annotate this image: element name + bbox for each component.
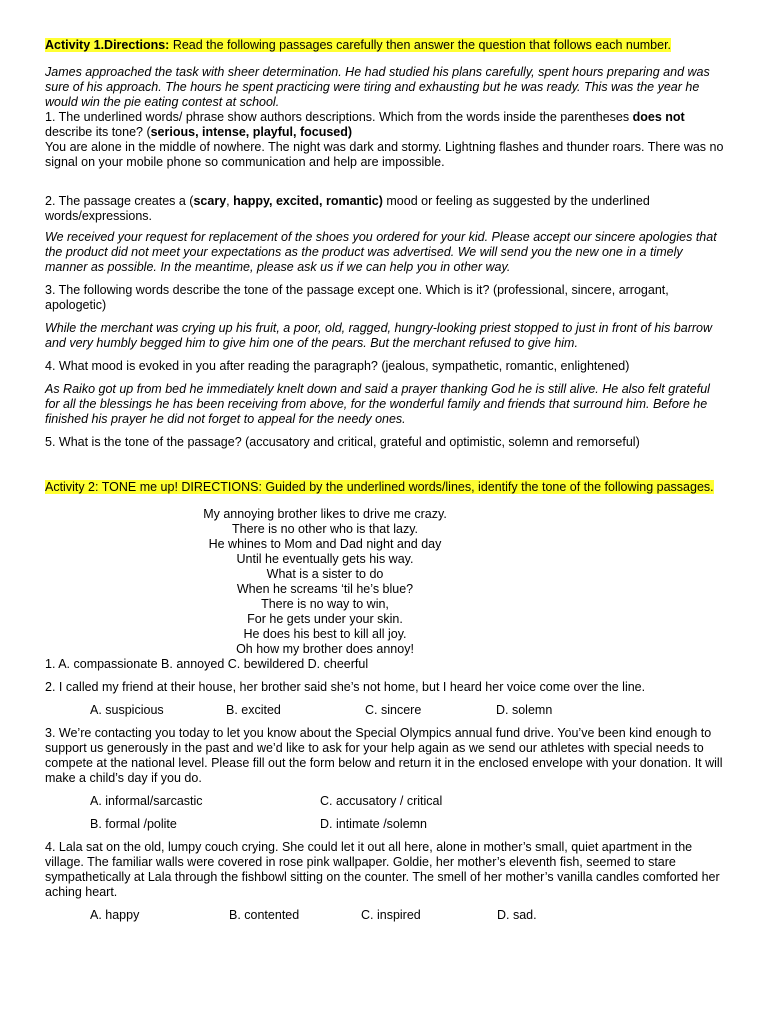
option-a: A. informal/sarcastic bbox=[90, 794, 203, 808]
poem-line: There is no other who is that lazy. bbox=[232, 522, 418, 536]
poem-line: Until he eventually gets his way. bbox=[236, 552, 414, 566]
question-2 bbox=[45, 194, 725, 224]
question-1-text-b: describe its tone? ( bbox=[45, 125, 151, 139]
worksheet bbox=[45, 38, 725, 923]
question-4: 4. What mood is evoked in you after reading the paragraph? (jealous, sympathetic, romantic, enlightened) bbox=[45, 359, 630, 373]
question-2-words: happy, excited, romantic) bbox=[233, 194, 383, 208]
a2-question-4-options bbox=[45, 908, 725, 923]
question-1-text: 1. The underlined words/ phrase show authors descriptions. Which from the words inside the parentheses bbox=[45, 110, 633, 124]
poem bbox=[45, 507, 605, 657]
option-b: B. excited bbox=[226, 703, 281, 717]
passage-5: As Raiko got up from bed he immediately knelt down and said a prayer thanking God he is still alive. He also felt grateful for all the blessings he has been receiving from above, for the wonderful family and friends that surround him. Before he finished his prayer he did not forget to appeal for the needy ones. bbox=[45, 382, 710, 426]
a2-question-4: 4. Lala sat on the old, lumpy couch crying. She could let it out all here, alone in mother’s small, quiet apartment in the village. The familiar walls were covered in rose pink wallpaper. Goldie, her mother’s eleventh fish, seemed to stare sympathetically at Lala through the fishbowl sitting on the counter. The smell of her mother’s vanilla candles comforted her aching heart. bbox=[45, 840, 720, 899]
passage-1: James approached the task with sheer determination. He had studied his plans carefully, spent hours preparing and was sure of his approach. The hours he spent practicing were tiring and exhausting but he was ready. This was the year he would win the pie eating contest at school. bbox=[45, 65, 710, 109]
poem-line: What is a sister to do bbox=[266, 567, 384, 581]
a2-question-2-options bbox=[45, 703, 725, 718]
activity2-directions bbox=[45, 480, 725, 495]
option-d: D. solemn bbox=[496, 703, 553, 717]
a2-question-2: 2. I called my friend at their house, her brother said she’s not home, but I heard her voice come over the line. bbox=[45, 680, 646, 694]
question-1 bbox=[45, 110, 725, 140]
passage-4: While the merchant was crying up his fruit, a poor, old, ragged, hungry-looking priest stopped to just in front of his barrow and very humbly begged him to give him one of the pears. But the merchant refused to give him. bbox=[45, 321, 713, 350]
question-2-word1: scary bbox=[193, 194, 227, 208]
activity2-title: Activity 2: TONE me up! DIRECTIONS: Guided by the underlined words/lines, identify the tone of the following passages. bbox=[45, 480, 714, 494]
option-d: D. sad. bbox=[497, 908, 537, 922]
poem-line: He does his best to kill all joy. bbox=[243, 627, 407, 641]
activity1-directions-text: Read the following passages carefully then answer the question that follows each number. bbox=[169, 38, 672, 52]
option-c: C. sincere bbox=[365, 703, 422, 717]
passage-2: You are alone in the middle of nowhere. The night was dark and stormy. Lightning flashes and thunder roars. There was no signal on your mobile phone so communication and help are impossible. bbox=[45, 140, 724, 169]
question-5: 5. What is the tone of the passage? (accusatory and critical, grateful and optimistic, solemn and remorseful) bbox=[45, 435, 640, 449]
question-2-text: 2. The passage creates a ( bbox=[45, 194, 194, 208]
option-c: C. accusatory / critical bbox=[320, 794, 443, 808]
poem-line: For he gets under your skin. bbox=[247, 612, 403, 626]
passage-3: We received your request for replacement of the shoes you ordered for your kid. Please accept our sincere apologies that the product did not meet your expectations as the product was advertised. We will send you the new one in a timely manner as possible. In the meantime, please ask us if we can help you in other way. bbox=[45, 230, 717, 274]
question-2-text-b: mood or feeling as suggested by the underlined words/expressions. bbox=[45, 194, 650, 223]
question-1-bold: does not bbox=[632, 110, 685, 124]
activity1-directions bbox=[45, 38, 725, 53]
poem-line: My annoying brother likes to drive me crazy. bbox=[203, 507, 447, 521]
poem-line: When he screams ‘til he’s blue? bbox=[236, 582, 414, 596]
poem-line: Oh how my brother does annoy! bbox=[236, 642, 414, 656]
a2-question-3-options-row2 bbox=[45, 817, 725, 832]
poem-line: He whines to Mom and Dad night and day bbox=[208, 537, 442, 551]
option-a: A. happy bbox=[90, 908, 140, 922]
option-d: D. intimate /solemn bbox=[320, 817, 427, 831]
option-b: B. formal /polite bbox=[90, 817, 177, 831]
question-1-choices: serious, intense, playful, focused) bbox=[150, 125, 353, 139]
a2-question-3-options-row1 bbox=[45, 794, 725, 809]
activity1-title: Activity 1.Directions: bbox=[45, 38, 170, 52]
option-c: C. inspired bbox=[361, 908, 421, 922]
a2-question-3: 3. We’re contacting you today to let you know about the Special Olympics annual fund drive. You’ve been kind enough to support us generously in the past and we’d like to ask for your help again as we send our athletes with special needs to compete at the national level. Please fill out the form below and return it in the enclosed envelope with your donation. It will make a child’s day if you do. bbox=[45, 726, 723, 785]
option-a: A. suspicious bbox=[90, 703, 164, 717]
question-3: 3. The following words describe the tone of the passage except one. Which is it? (professional, sincere, arrogant, apologetic) bbox=[45, 283, 669, 312]
poem-line: There is no way to win, bbox=[261, 597, 389, 611]
question-2-sep: , bbox=[226, 194, 234, 208]
a2-question-1: 1. A. compassionate B. annoyed C. bewildered D. cheerful bbox=[45, 657, 369, 671]
option-b: B. contented bbox=[229, 908, 300, 922]
